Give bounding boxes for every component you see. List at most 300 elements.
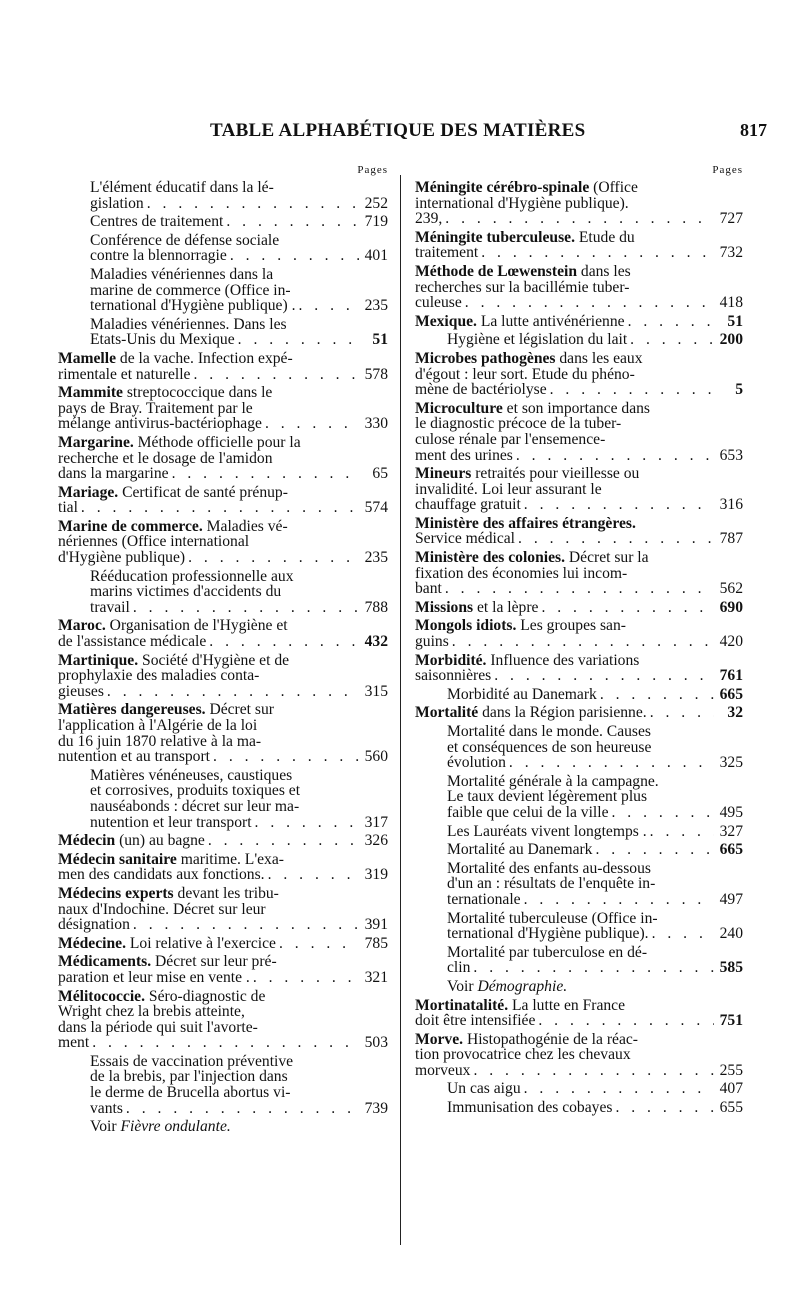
entry-text: bant xyxy=(415,580,442,598)
page-ref: 51 xyxy=(727,312,743,330)
entry-last-line xyxy=(415,634,743,650)
entry-text: streptococcique dans le xyxy=(122,384,273,402)
entry-last-line xyxy=(415,1013,743,1029)
entry-text: faible que celui de la ville xyxy=(447,803,609,821)
entry-first-line xyxy=(415,466,743,482)
page-ref: 326 xyxy=(364,832,388,850)
page-ref: 317 xyxy=(364,813,388,831)
leader-dots xyxy=(238,332,359,348)
entry-text: Morbidité au Danemark xyxy=(447,685,597,703)
entry-text: ternational d'Hygiène publique) . xyxy=(90,297,296,315)
see-also-reference xyxy=(415,979,743,995)
entry-first-line xyxy=(415,1032,743,1048)
entry-last-line xyxy=(90,600,388,616)
entry-first-line xyxy=(415,401,743,417)
page-ref: 65 xyxy=(372,465,388,483)
leader-dots xyxy=(209,634,359,650)
index-entry xyxy=(58,569,388,616)
entry-text: retraités pour vieillesse ou xyxy=(471,465,640,483)
index-entry xyxy=(58,267,388,314)
entry-heading: Mineurs xyxy=(415,465,472,483)
leader-dots xyxy=(253,970,359,986)
index-entry xyxy=(58,702,388,764)
entry-text-line: le diagnostic précoce de la tuber- xyxy=(415,415,622,433)
page-ref: 665 xyxy=(719,841,743,859)
entry-text: dans les xyxy=(577,262,631,280)
entry-last-line xyxy=(90,214,388,230)
right-entries xyxy=(415,180,743,1116)
leader-dots xyxy=(230,248,359,264)
entry-text: paration et leur mise en vente . xyxy=(58,968,250,986)
entry-text xyxy=(415,705,647,721)
leader-dots xyxy=(612,805,715,821)
entry-last-line xyxy=(90,248,388,264)
page-ref: 418 xyxy=(719,294,743,312)
page-ref: 787 xyxy=(719,530,743,548)
leader-dots xyxy=(226,214,359,230)
entry-last-line xyxy=(90,1101,388,1117)
leader-dots xyxy=(538,1013,714,1029)
entry-text xyxy=(415,314,625,330)
entry-last-line xyxy=(447,805,743,821)
leader-dots xyxy=(524,1081,714,1097)
entry-first-line xyxy=(415,264,743,280)
entry-text: dans la Région parisienne. xyxy=(478,704,647,722)
entry-last-line xyxy=(447,687,743,703)
leader-dots xyxy=(615,1100,714,1116)
entry-heading: Microculture xyxy=(415,399,503,417)
entry-heading: Ministère des colonies. xyxy=(415,549,565,567)
entry-heading: Médicaments. xyxy=(58,953,152,971)
page-ref: 719 xyxy=(364,213,388,231)
page-ref: 578 xyxy=(364,365,388,383)
right-column xyxy=(415,160,743,1119)
page-ref: 330 xyxy=(364,415,388,433)
page-ref: 252 xyxy=(364,194,388,212)
index-entry xyxy=(58,180,388,211)
entry-text: Décret sur leur pré- xyxy=(151,953,277,971)
entry-text: évolution xyxy=(447,754,506,772)
page-ref: 432 xyxy=(364,633,388,651)
index-entry xyxy=(415,1081,743,1097)
entry-text: Hygiène et législation du lait xyxy=(447,331,628,349)
entry-last-line xyxy=(447,842,743,858)
entry-first-line xyxy=(58,989,388,1005)
entry-text: Certificat de santé prénup- xyxy=(118,483,288,501)
page-ref: 235 xyxy=(364,549,388,567)
entry-text: Histopathogénie de la réac- xyxy=(463,1030,638,1048)
entry-text: culeuse xyxy=(415,294,462,312)
entry-last-line xyxy=(447,824,743,840)
leader-dots xyxy=(208,833,359,849)
left-column xyxy=(58,160,388,1138)
see-also-label: Voir xyxy=(90,1118,121,1136)
entry-heading: Morbidité. xyxy=(415,651,487,669)
entry-text: gislation xyxy=(90,194,144,212)
leader-dots xyxy=(255,815,359,831)
entry-text: Société d'Hygiène et de xyxy=(138,651,290,669)
entry-first-line xyxy=(58,519,388,535)
page-ref: 655 xyxy=(719,1099,743,1117)
entry-heading: Margarine. xyxy=(58,433,134,451)
entry-heading: Microbes pathogènes xyxy=(415,349,556,367)
leader-dots xyxy=(265,416,359,432)
index-entry xyxy=(58,435,388,482)
entry-text-line: marine de commerce (Office in- xyxy=(90,281,291,299)
entry-first-line xyxy=(58,852,388,868)
entry-text-line: Mortalité générale à la campagne. xyxy=(447,772,659,790)
entry-last-line xyxy=(415,245,743,261)
entry-text: doit être intensifiée xyxy=(415,1012,536,1030)
index-entry xyxy=(58,351,388,382)
entry-text: ternational d'Hygiène publique). xyxy=(447,925,649,943)
leader-dots xyxy=(509,755,714,771)
entry-text-line: Conférence de défense sociale xyxy=(90,231,280,249)
column-divider xyxy=(400,175,401,1245)
page-ref: 315 xyxy=(364,682,388,700)
entry-text: et la lèpre xyxy=(473,598,539,616)
leader-dots xyxy=(541,600,714,616)
entry-text-line: l'application à l'Algérie de la loi xyxy=(58,717,258,734)
page-ref: 391 xyxy=(364,916,388,934)
see-also-target: Fièvre ondulante. xyxy=(120,1118,231,1136)
entry-first-line xyxy=(58,886,388,902)
entry-first-line xyxy=(58,618,388,634)
entry-text-line: tion provocatrice chez les chevaux xyxy=(415,1046,631,1064)
entry-text-line: recherche et le dosage de l'amidon xyxy=(58,449,273,467)
leader-dots xyxy=(126,1101,359,1117)
index-entry xyxy=(415,264,743,311)
leader-dots xyxy=(524,892,714,908)
entry-first-line xyxy=(415,998,743,1014)
index-entry xyxy=(58,214,388,230)
entry-heading: Mammite xyxy=(58,384,123,402)
page-header xyxy=(0,120,800,150)
index-entry xyxy=(415,705,743,721)
entry-heading: Méningite tuberculeuse. xyxy=(415,228,575,246)
leader-dots xyxy=(473,960,714,976)
index-entry xyxy=(415,180,743,227)
entry-text-line: Matières vénéneuses, caustiques xyxy=(90,766,293,784)
entry-first-line xyxy=(415,180,743,196)
leader-dots xyxy=(193,367,359,383)
leader-dots xyxy=(473,1063,714,1079)
see-also-target: Démographie. xyxy=(477,977,568,995)
index-entry xyxy=(415,618,743,649)
entry-text: maritime. L'exa- xyxy=(176,850,284,868)
entry-text-line: Le taux devient légèrement plus xyxy=(447,788,648,806)
leader-dots xyxy=(133,917,359,933)
index-entry xyxy=(58,485,388,516)
leader-dots xyxy=(445,581,714,597)
entry-text: ternationale xyxy=(447,890,521,908)
leader-dots xyxy=(630,332,714,348)
entry-last-line xyxy=(447,960,743,976)
entry-last-line xyxy=(415,448,743,464)
leader-dots xyxy=(92,1035,359,1051)
leader-dots xyxy=(465,295,714,311)
entry-first-line xyxy=(58,653,388,669)
entry-text: Organisation de l'Hygiène et xyxy=(105,617,288,635)
entry-last-line xyxy=(58,500,388,516)
entry-last-line xyxy=(447,926,743,942)
leader-dots xyxy=(172,466,359,482)
leader-dots xyxy=(81,500,359,516)
page-ref: 785 xyxy=(364,934,388,952)
entry-text: tial xyxy=(58,499,78,517)
entry-text: Les groupes san- xyxy=(516,617,626,635)
page-ref: 235 xyxy=(364,297,388,315)
entry-heading: Mexique. xyxy=(415,312,477,330)
entry-text-line: recherches sur la bacillémie tuber- xyxy=(415,278,630,296)
entry-last-line xyxy=(58,1035,388,1051)
entry-text-line: international d'Hygiène publique). xyxy=(415,194,629,212)
leader-dots xyxy=(652,926,714,942)
entry-text-line: le derme de Brucella abortus vi- xyxy=(90,1084,291,1102)
entry-last-line xyxy=(415,600,743,616)
pages-label: Pages xyxy=(357,164,388,176)
entry-text: men des candidats aux fonctions. xyxy=(58,866,265,884)
entry-text: et son importance dans xyxy=(502,399,651,417)
entry-text: chauffage gratuit xyxy=(415,496,521,514)
entry-last-line xyxy=(447,1081,743,1097)
leader-dots xyxy=(268,867,359,883)
entry-last-line xyxy=(58,936,388,952)
entry-text-line: L'élément éducatif dans la lé- xyxy=(90,179,274,196)
see-also-reference xyxy=(58,1119,388,1135)
entry-last-line xyxy=(447,332,743,348)
page-ref: 560 xyxy=(364,748,388,766)
page-ref: 255 xyxy=(719,1061,743,1079)
entry-text: Immunisation des cobayes xyxy=(447,1099,613,1117)
page-ref: 653 xyxy=(719,446,743,464)
entry-text: (Office xyxy=(589,179,638,196)
page-ref: 495 xyxy=(719,803,743,821)
index-entry xyxy=(58,1054,388,1116)
page-ref: 732 xyxy=(719,244,743,262)
entry-last-line xyxy=(415,211,743,227)
page-number: 817 xyxy=(740,120,767,140)
entry-last-line xyxy=(415,668,743,684)
entry-text: désignation xyxy=(58,916,130,934)
entry-first-line xyxy=(415,653,743,669)
entry-text: La lutte antivénérienne xyxy=(476,312,625,330)
index-entry xyxy=(415,824,743,840)
index-entry xyxy=(415,842,743,858)
page-ref: 325 xyxy=(719,754,743,772)
entry-text xyxy=(58,833,205,849)
entry-text: Maladies vé- xyxy=(202,517,288,535)
entry-text: rimentale et naturelle xyxy=(58,365,191,383)
index-entry xyxy=(415,550,743,597)
entry-text: Un cas aigu xyxy=(447,1080,521,1098)
entry-heading: Ministère des affaires étrangères. xyxy=(415,514,636,532)
index-entry xyxy=(58,653,388,700)
entry-last-line xyxy=(415,705,743,721)
page-ref: 497 xyxy=(719,890,743,908)
entry-last-line xyxy=(58,416,388,432)
entry-text: nutention et leur transport xyxy=(90,813,252,831)
index-entry xyxy=(415,774,743,821)
entry-text-line: prophylaxie des maladies conta- xyxy=(58,667,260,685)
entry-text: Décret sur la xyxy=(565,549,649,567)
index-entry xyxy=(58,317,388,348)
entry-text: ment des urines xyxy=(415,446,513,464)
leader-dots xyxy=(595,842,714,858)
entry-text-line: d'un an : résultats de l'enquête in- xyxy=(447,875,656,893)
leader-dots xyxy=(650,705,714,721)
entry-last-line xyxy=(58,970,388,986)
entry-text: dans les eaux xyxy=(555,349,643,367)
entry-text-line: culose rénale par l'ensemence- xyxy=(415,430,606,448)
entry-heading: Mamelle xyxy=(58,349,117,367)
entry-heading: Morve. xyxy=(415,1030,464,1048)
entry-text: Décret sur xyxy=(205,701,274,719)
leader-dots xyxy=(279,936,359,952)
page-ref: 739 xyxy=(364,1099,388,1117)
entry-text: d'Hygiène publique) xyxy=(58,549,186,567)
entry-text-line: marins victimes d'accidents du xyxy=(90,583,282,601)
entry-text: nutention et au transport xyxy=(58,748,211,766)
entry-last-line xyxy=(447,1100,743,1116)
entry-heading: Mortalité xyxy=(415,704,479,722)
index-entry xyxy=(415,466,743,513)
entry-last-line xyxy=(415,382,743,398)
entry-last-line xyxy=(58,867,388,883)
index-entry xyxy=(415,516,743,547)
entry-text: clin xyxy=(447,959,471,977)
entry-last-line xyxy=(58,550,388,566)
entry-heading: Méthode de Lœwenstein xyxy=(415,262,577,280)
entry-first-line xyxy=(415,618,743,634)
page-ref: 32 xyxy=(727,704,743,722)
page-ref: 562 xyxy=(719,580,743,598)
page-ref: 665 xyxy=(719,685,743,703)
index-entry xyxy=(415,1100,743,1116)
entry-text: 239, xyxy=(415,210,443,228)
entry-text: saisonnières xyxy=(415,667,492,685)
entry-heading: Mariage. xyxy=(58,483,119,501)
entry-heading: Médecins experts xyxy=(58,884,174,902)
index-entry xyxy=(58,768,388,830)
entry-last-line xyxy=(58,367,388,383)
entry-first-line xyxy=(58,435,388,451)
see-also-label: Voir xyxy=(447,977,478,995)
entry-text: gieuses xyxy=(58,682,104,700)
entry-text: Centres de traitement xyxy=(90,213,224,231)
leader-dots xyxy=(516,448,714,464)
entry-text: Influence des variations xyxy=(486,651,640,669)
entry-heading: Médecin sanitaire xyxy=(58,850,177,868)
page-ref: 420 xyxy=(719,633,743,651)
entry-first-line xyxy=(58,954,388,970)
page-ref: 503 xyxy=(364,1034,388,1052)
leader-dots xyxy=(600,687,714,703)
entry-first-line xyxy=(58,485,388,501)
entry-text xyxy=(415,600,538,616)
page-ref: 200 xyxy=(719,331,743,349)
entry-text-line: et conséquences de son heureuse xyxy=(447,738,652,756)
entry-text: Loi relative à l'exercice xyxy=(125,934,276,952)
entry-last-line xyxy=(90,332,388,348)
page-title: TABLE ALPHABÉTIQUE DES MATIÈRES xyxy=(210,120,586,141)
entry-text-line: Mortalité tuberculeuse (Office in- xyxy=(447,909,658,927)
entry-last-line xyxy=(58,684,388,700)
leader-dots xyxy=(133,600,359,616)
entry-text-line: Maladies vénériennes. Dans les xyxy=(90,315,287,333)
entry-text: morveux xyxy=(415,1061,471,1079)
entry-text xyxy=(58,936,276,952)
leader-dots xyxy=(628,314,714,330)
entry-text: ment xyxy=(58,1034,90,1052)
entry-text-line: pays de Bray. Traitement par le xyxy=(58,399,253,417)
leader-dots xyxy=(107,684,359,700)
entry-heading: Martinique. xyxy=(58,651,139,669)
entry-text-line: du 16 juin 1870 relative à la ma- xyxy=(58,732,262,750)
entry-last-line xyxy=(447,892,743,908)
entry-first-line xyxy=(415,351,743,367)
leader-dots xyxy=(445,211,714,227)
entry-last-line xyxy=(90,298,388,314)
index-entry xyxy=(415,653,743,684)
entry-text-line: Essais de vaccination préventive xyxy=(90,1052,294,1070)
page-ref: 788 xyxy=(364,598,388,616)
page-ref: 51 xyxy=(372,331,388,349)
leader-dots xyxy=(518,531,714,547)
entry-text: La lutte en France xyxy=(508,996,626,1014)
entry-first-line xyxy=(415,230,743,246)
entry-text: Méthode officielle pour la xyxy=(133,433,301,451)
entry-text: contre la blennorragie xyxy=(90,247,227,265)
entry-first-line xyxy=(415,550,743,566)
entry-text: dans la margarine xyxy=(58,465,169,483)
leader-dots xyxy=(298,298,359,314)
entry-heading: Mélitococcie. xyxy=(58,987,146,1005)
index-entry xyxy=(415,687,743,703)
entry-first-line xyxy=(415,516,743,532)
entry-heading: Mongols idiots. xyxy=(415,617,517,635)
page-ref: 401 xyxy=(364,247,388,265)
index-entry xyxy=(415,351,743,398)
index-entry xyxy=(415,401,743,463)
entry-text: vants xyxy=(90,1099,123,1117)
pages-label: Pages xyxy=(712,164,743,176)
entry-text-line: Wright chez la brebis atteinte, xyxy=(58,1003,245,1021)
entry-heading: Médecine. xyxy=(58,934,126,952)
entry-text: devant les tribu- xyxy=(173,884,279,902)
index-entry xyxy=(58,886,388,933)
entry-text-line: dans la période qui suit l'avorte- xyxy=(58,1018,258,1036)
leader-dots xyxy=(524,497,714,513)
entry-last-line xyxy=(415,295,743,311)
page-ref: 327 xyxy=(719,822,743,840)
entry-text: (un) au bagne xyxy=(115,832,205,850)
entry-heading: Missions xyxy=(415,598,474,616)
entry-text: Etats-Unis du Mexique xyxy=(90,331,235,349)
entry-text-line: Mortalité dans le monde. Causes xyxy=(447,723,651,740)
index-entry xyxy=(58,989,388,1051)
entry-text: mélange antivirus-bactériophage xyxy=(58,415,262,433)
index-entry xyxy=(58,233,388,264)
entry-first-line xyxy=(58,351,388,367)
page-ref: 5 xyxy=(735,381,743,399)
index-entry xyxy=(58,954,388,985)
index-entry xyxy=(415,230,743,261)
entry-text-line: de la brebis, par l'injection dans xyxy=(90,1068,288,1086)
page-ref: 690 xyxy=(719,598,743,616)
page-ref: 319 xyxy=(364,866,388,884)
entry-heading: Méningite cérébro-spinale xyxy=(415,179,590,196)
